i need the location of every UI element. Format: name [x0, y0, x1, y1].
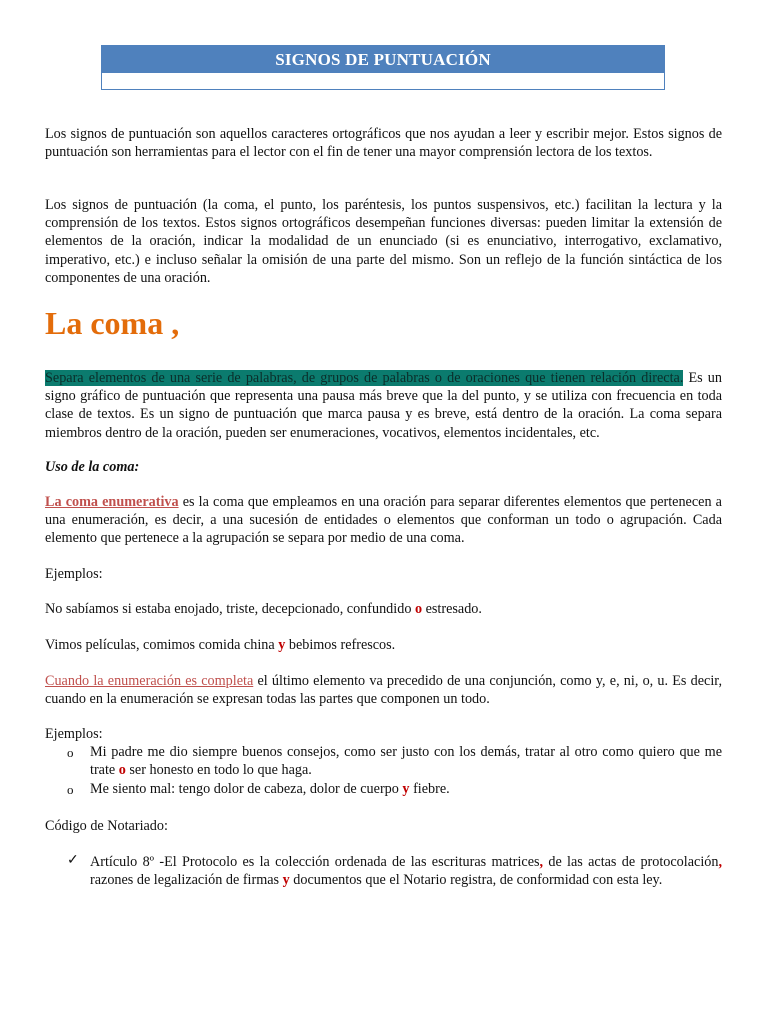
enumerative-text: es la coma que empleamos en una oración para separar diferentes elementos que pertenecen a una enumeración, es decir, a una sucesión de entidades o elementos que conforman un todo o agrupación. Cada elemento que pertenece a la agrupación se separa por medio de una coma. — [45, 494, 722, 547]
highlighted-definition: Separa elementos de una serie de palabras, de grupos de palabras o de oraciones que tienen relación directa. — [45, 370, 684, 386]
conjunction-o: o — [414, 601, 423, 617]
conjunction-o: o — [118, 762, 126, 779]
heading-la-coma: La coma , — [45, 305, 180, 341]
complete-enumeration-paragraph — [45, 672, 722, 708]
red-comma: , — [718, 854, 722, 870]
list-item-2-text: Me siento mal: tengo dolor de cabeza, dolor de cuerpo — [90, 781, 403, 797]
intro-paragraph-1 — [45, 125, 722, 161]
example-2-text: Vimos películas, comimos comida china — [45, 637, 279, 653]
article-item — [90, 853, 722, 889]
codigo-text: Código de Notariado: — [45, 818, 168, 834]
article-text-3: razones de legalización de firmas — [90, 872, 283, 889]
example-1-end: estresado. — [422, 601, 482, 617]
term-coma-enumerativa: La coma enumerativa — [45, 494, 179, 510]
article-text-2: de las actas de protocolación — [543, 854, 719, 870]
ejemplos-text-1: Ejemplos: — [45, 566, 103, 582]
definition-text: Es un signo gráfico de puntuación que representa una pausa más breve que la del punto, y se utiliza con frecuencia en toda clase de textos. Es un signo de puntuación que marca pausa y es breve, está dentro de la oración. La coma separa miembros dentro de la oración, pueden ser enumeraciones, vocativos, elementos incidentales, etc. — [45, 370, 722, 441]
example-2-end: bebimos refrescos. — [285, 637, 396, 653]
ejemplos-label-2 — [45, 725, 722, 743]
bullet-icon: o — [67, 745, 74, 760]
ejemplos-text-2: Ejemplos: — [45, 726, 103, 742]
ejemplos-label-1 — [45, 565, 722, 583]
list-item-2-end: fiebre. — [409, 781, 450, 797]
list-item-1-end: ser honesto en todo lo que haga. — [125, 762, 312, 779]
article-text: Artículo 8º -El Protocolo es la colección ordenada de las escrituras matrices — [90, 854, 540, 870]
uso-heading — [45, 458, 722, 476]
intro-text-2: Los signos de puntuación (la coma, el punto, los paréntesis, los puntos suspensivos, etc.) facilitan la lectura y la comprensión de los textos. Estos signos ortográficos desempeñan funciones diversas: pueden limitar la extensión de elementos de la oración, indicar la modalidad de un enunciado (si es enunciativo, interrogativo, exclamativo, imperativo, etc.) e incluso señalar la omisión de una parte del mismo. Son un reflejo de la función sintáctica de los componentes de una oración. — [45, 197, 722, 286]
red-comma: , — [539, 854, 544, 870]
example-1-text: No sabíamos si estaba enojado, triste, decepcionado, confundido — [45, 601, 415, 617]
conjunction-y: y — [402, 781, 410, 797]
list-item — [90, 780, 722, 798]
enumerative-paragraph — [45, 493, 722, 548]
bullet-icon: o — [67, 782, 74, 797]
coma-definition — [45, 369, 722, 442]
example-1 — [45, 600, 722, 618]
list-item-1-text: Mi padre me dio siempre buenos consejos, como ser justo con los demás, tratar al otro como quiero que me trate — [90, 744, 722, 779]
term-enumeracion-completa: Cuando la enumeración es completa — [45, 673, 254, 689]
example-2 — [45, 636, 722, 654]
conjunction-y: y — [278, 637, 286, 653]
complete-text: el último elemento va precedido de una conjunción, como y, e, ni, o, u. Es decir, cuando en la enumeración se expresan todas las partes que componen un todo. — [45, 673, 722, 708]
intro-text-1: Los signos de puntuación son aquellos caracteres ortográficos que nos ayudan a leer y escribir mejor. Estos signos de puntuación son herramientas para el lector con el fin de tener una mayor comprensión lectora de los textos. — [45, 126, 722, 161]
codigo-label — [45, 817, 722, 835]
article-text-4: documentos que el Notario registra, de conformidad con esta ley. — [289, 872, 663, 889]
checkmark-icon: ✓ — [67, 853, 79, 868]
page-title: SIGNOS DE PUNTUACIÓN — [102, 46, 664, 73]
list-item — [90, 743, 722, 779]
conjunction-y: y — [282, 872, 290, 889]
title-box — [101, 45, 665, 90]
uso-heading-text: Uso de la coma: — [45, 459, 140, 475]
intro-paragraph-2 — [45, 196, 722, 287]
